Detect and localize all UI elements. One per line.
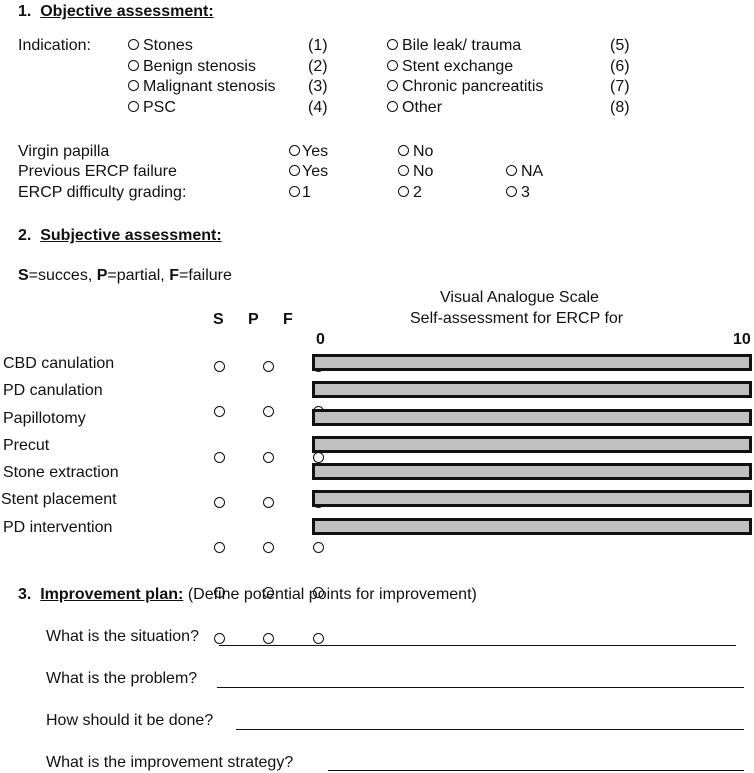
difficulty-label: ERCP difficulty grading: xyxy=(18,184,187,201)
radio-icon[interactable] xyxy=(398,165,409,176)
radio-p[interactable] xyxy=(263,633,274,644)
header-p: P xyxy=(248,311,259,328)
vas-bar[interactable] xyxy=(312,490,752,507)
radio-p[interactable] xyxy=(263,542,274,553)
indication-code: (5) xyxy=(610,37,630,54)
vas-bar[interactable] xyxy=(312,436,752,453)
indication-code: (2) xyxy=(308,58,328,75)
vas-max: 10 xyxy=(733,331,751,348)
radio-p[interactable] xyxy=(263,406,274,417)
radio-icon[interactable] xyxy=(128,60,139,71)
header-s: S xyxy=(213,311,224,328)
previous-failure-yes[interactable]: Yes xyxy=(289,162,328,182)
procedure-label: Papillotomy xyxy=(3,410,86,427)
radio-icon[interactable] xyxy=(289,145,300,156)
improvement-question: What is the problem? xyxy=(46,670,198,687)
radio-s[interactable] xyxy=(214,633,225,644)
radio-icon[interactable] xyxy=(506,165,517,176)
section2-header xyxy=(18,226,222,246)
indication-code: (3) xyxy=(308,78,328,95)
radio-icon[interactable] xyxy=(387,39,398,50)
indication-code: (6) xyxy=(610,58,630,75)
vas-bar[interactable] xyxy=(312,409,752,426)
virgin-papilla-label: Virgin papilla xyxy=(18,143,110,160)
spf-legend: S=succes, P=partial, F=failure xyxy=(18,267,232,284)
vas-subtitle: Self-assessment for ERCP for xyxy=(410,310,624,327)
virgin-papilla-no[interactable]: No xyxy=(398,142,433,162)
header-f: F xyxy=(283,311,293,328)
radio-icon[interactable] xyxy=(128,39,139,50)
section3-subtitle: (Define potential points for improvement) xyxy=(187,586,477,603)
vas-bar[interactable] xyxy=(312,518,752,535)
vas-title: Visual Analogue Scale xyxy=(440,289,599,306)
indication-psc[interactable]: PSC xyxy=(128,98,176,118)
section3-title: Improvement plan: xyxy=(40,586,184,603)
indication-code: (1) xyxy=(308,37,328,54)
indication-other[interactable]: Other xyxy=(387,98,442,118)
improvement-question: What is the improvement strategy? xyxy=(46,754,294,771)
procedure-label: Stent placement xyxy=(1,491,117,508)
radio-p[interactable] xyxy=(263,497,274,508)
indication-malignant-stenosis[interactable]: Malignant stenosis xyxy=(128,77,276,97)
radio-icon[interactable] xyxy=(506,186,517,197)
vas-bar[interactable] xyxy=(312,354,752,371)
indication-chronic-pancreatitis[interactable]: Chronic pancreatitis xyxy=(387,77,543,97)
vas-bar[interactable] xyxy=(312,381,752,398)
procedure-label: Stone extraction xyxy=(3,464,119,481)
procedure-label: CBD canulation xyxy=(3,355,115,372)
procedure-label: Precut xyxy=(3,437,50,454)
indication-code: (8) xyxy=(610,99,630,116)
radio-icon[interactable] xyxy=(289,186,300,197)
section3-header xyxy=(18,585,477,605)
section3-number: 3. xyxy=(18,586,32,603)
indication-code: (4) xyxy=(308,99,328,116)
section1-header xyxy=(18,2,214,22)
radio-icon[interactable] xyxy=(387,80,398,91)
section1-number: 1. xyxy=(18,3,32,20)
difficulty-2[interactable]: 2 xyxy=(398,183,422,203)
answer-line[interactable] xyxy=(328,770,744,771)
radio-s[interactable] xyxy=(214,542,225,553)
difficulty-1[interactable]: 1 xyxy=(289,183,311,203)
radio-s[interactable] xyxy=(214,497,225,508)
radio-icon[interactable] xyxy=(398,145,409,156)
improvement-question: What is the situation? xyxy=(46,628,199,645)
section1-title: Objective assessment: xyxy=(40,3,214,20)
indication-stones[interactable]: Stones xyxy=(128,36,193,56)
indication-stent-exchange[interactable]: Stent exchange xyxy=(387,57,513,77)
radio-s[interactable] xyxy=(214,406,225,417)
radio-icon[interactable] xyxy=(387,60,398,71)
previous-failure-na[interactable]: NA xyxy=(506,162,543,182)
section2-title: Subjective assessment: xyxy=(40,227,222,244)
answer-line[interactable] xyxy=(217,687,744,688)
indication-bile-leak[interactable]: Bile leak/ trauma xyxy=(387,36,521,56)
previous-failure-no[interactable]: No xyxy=(398,162,433,182)
virgin-papilla-yes[interactable]: Yes xyxy=(289,142,328,162)
answer-line[interactable] xyxy=(236,729,744,730)
radio-f[interactable] xyxy=(313,633,324,644)
radio-icon[interactable] xyxy=(128,80,139,91)
radio-s[interactable] xyxy=(214,452,225,463)
improvement-question: How should it be done? xyxy=(46,712,214,729)
radio-f[interactable] xyxy=(313,452,324,463)
radio-icon[interactable] xyxy=(387,101,398,112)
radio-p[interactable] xyxy=(263,452,274,463)
radio-p[interactable] xyxy=(263,361,274,372)
answer-line[interactable] xyxy=(219,645,736,646)
difficulty-3[interactable]: 3 xyxy=(506,183,530,203)
radio-icon[interactable] xyxy=(128,101,139,112)
procedure-label: PD canulation xyxy=(3,382,103,399)
vas-min: 0 xyxy=(316,331,325,348)
section2-number: 2. xyxy=(18,227,32,244)
radio-f[interactable] xyxy=(313,542,324,553)
vas-bar[interactable] xyxy=(312,463,752,480)
radio-icon[interactable] xyxy=(398,186,409,197)
previous-failure-label: Previous ERCP failure xyxy=(18,163,177,180)
radio-icon[interactable] xyxy=(289,165,300,176)
radio-s[interactable] xyxy=(214,361,225,372)
indication-benign-stenosis[interactable]: Benign stenosis xyxy=(128,57,256,77)
indication-label: Indication: xyxy=(18,37,91,54)
procedure-label: PD intervention xyxy=(3,519,113,536)
indication-code: (7) xyxy=(610,78,630,95)
